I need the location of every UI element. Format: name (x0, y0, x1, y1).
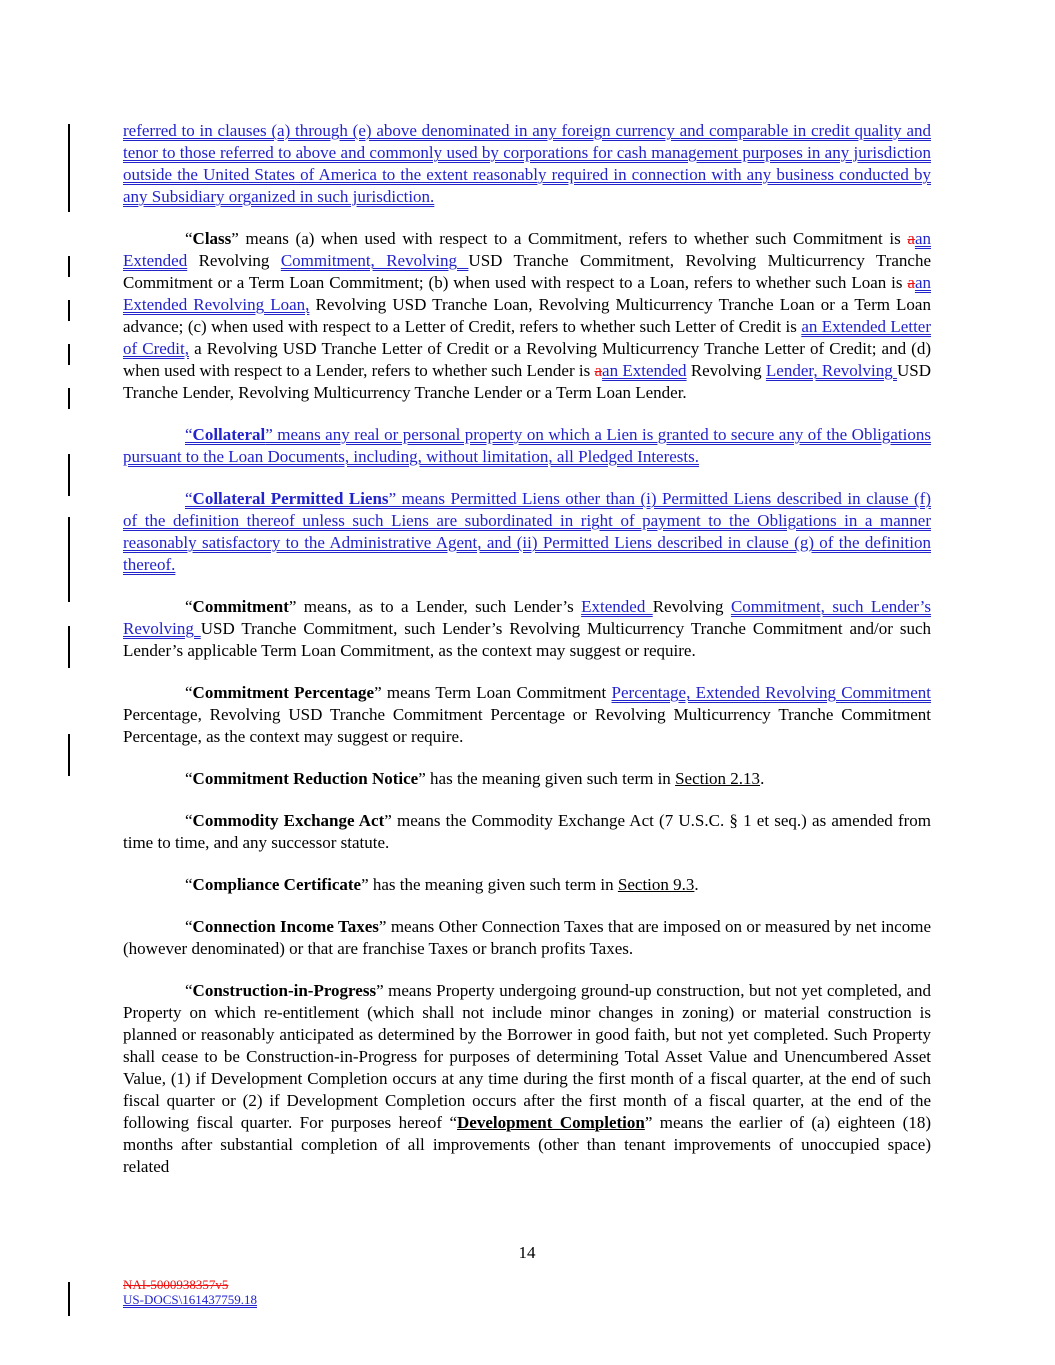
text-run: a Revolving USD Tranche Letter of Credit or a Revolving Multicurrency Tranche Letter of Credit; and (d) when used with respect to a Lender, refers to whether such Lender is (123, 339, 932, 380)
inserted-defined-term: Collateral (192, 425, 266, 444)
text-run: “ (185, 683, 193, 702)
defined-term: Compliance Certificate (192, 875, 362, 894)
document-footer (123, 1277, 257, 1307)
change-bar (68, 256, 70, 277)
change-bar (68, 344, 70, 365)
paragraph (123, 916, 931, 960)
text-run: Revolving (652, 597, 731, 616)
change-bar (68, 300, 70, 321)
text-run: . (760, 769, 765, 788)
change-bar (68, 517, 70, 602)
text-run: ” means the Commodity Exchange Act (7 U.S.C. § 1 et seq.) as amended from time to time, and any successor statute. (123, 811, 931, 852)
text-run: ” means Property undergoing ground-up construction, but not yet completed, and Property on which re-entitlement (which shall not include minor changes in zoning) or material construction is planned or reasonably anticipated as determined by the Borrower in good faith, but not yet completed. Such Property shall cease to be Construction-in-Progress for purposes of determining Total Asset Value and Unencumbered Asset Value, (1) if Development Completion occurs at any time during the first month of a fiscal quarter, at the end of such fiscal quarter or (2) if Development Completion occurs after the first month of a fiscal quarter, at the end of the following fiscal quarter. For purposes hereof “ (123, 981, 931, 1132)
defined-term-underlined: Development Completion (457, 1113, 645, 1132)
inserted-text: Commitment, such Lender’s Revolving (123, 597, 931, 638)
text-run: Revolving (686, 361, 766, 380)
inserted-text: Commitment, Revolving (280, 251, 469, 270)
paragraph (123, 682, 931, 748)
inserted-text: referred to in clauses (a) through (e) above denominated in any foreign currency and comparable in credit quality and tenor to those referred to above and commonly used by corporations for cash management purposes in any jurisdiction outside the United States of America to the extent reasonably required in connection with any business conducted by any Subsidiary organized in such jurisdiction. (123, 121, 931, 206)
text-run: USD Tranche Commitment, such Lender’s Revolving Multicurrency Tranche Commitment and/or such Lender’s applicable Term Loan Commitment, as the context may suggest or require. (123, 619, 931, 660)
inserted-text: ” means Permitted Liens other than (i) Permitted Liens described in clause (f) of the definition thereof unless such Liens are subordinated in right of payment to the Obligations in a manner reasonably satisfactory to the Administrative Agent, and (ii) Permitted Liens described in clause (g) of the definition thereof. (123, 489, 931, 574)
defined-term: Commitment Reduction Notice (192, 769, 419, 788)
text-run: USD Tranche Lender, Revolving Multicurrency Tranche Lender or a Term Loan Lender. (123, 361, 931, 402)
text-run: “ (185, 229, 193, 248)
text-run: “ (185, 811, 193, 830)
inserted-text: ” means any real or personal property on which a Lien is granted to secure any of the Obligations pursuant to the Loan Documents, including, without limitation, all Pledged Interests. (123, 425, 931, 466)
section-reference: Section 9.3 (617, 875, 695, 894)
text-run: “ (185, 917, 193, 936)
inserted-text: an Extended (602, 361, 687, 380)
change-bar (68, 734, 70, 776)
deleted-text: a (594, 361, 603, 380)
page-number: 14 (518, 1243, 536, 1262)
paragraph (123, 596, 931, 662)
inserted-defined-term: Collateral Permitted Liens (192, 489, 389, 508)
text-run: ” means, as to a Lender, such Lender’s (288, 597, 582, 616)
change-bar (68, 626, 70, 668)
text-run: “ (185, 981, 193, 1000)
document-body (123, 120, 931, 1198)
inserted-text: an Extended (123, 229, 931, 270)
defined-term: Construction-in-Progress (192, 981, 377, 1000)
text-run: ” has the meaning given such term in (361, 875, 618, 894)
change-bar (68, 1282, 70, 1316)
defined-term: Commodity Exchange Act (192, 811, 385, 830)
text-run: ” means Term Loan Commitment (374, 683, 612, 702)
inserted-text: “ (185, 425, 193, 444)
inserted-text: an Extended Revolving Loan, (123, 273, 931, 314)
text-run: ” means Other Connection Taxes that are imposed on or measured by net income (however denominated) or that are franchise Taxes or branch profits Taxes. (123, 917, 931, 958)
text-run: Revolving (187, 251, 281, 270)
text-run: Revolving USD Tranche Loan, Revolving Multicurrency Tranche Loan or a Term Loan advance; (c) when used with respect to a Letter of Credit, refers to whether such Letter of Credit is (123, 295, 931, 336)
change-bar (68, 124, 70, 212)
footer-doc-id-deleted: NAI-5000938357v5 (123, 1277, 229, 1292)
paragraph (123, 874, 931, 896)
deleted-text: a (907, 273, 915, 292)
inserted-text: an Extended Letter of Credit, (123, 317, 932, 358)
inserted-text: “ (185, 489, 193, 508)
defined-term: Class (192, 229, 232, 248)
text-run: “ (185, 875, 193, 894)
inserted-text: Extended (581, 597, 653, 616)
change-bar (68, 454, 70, 496)
text-run: USD Tranche Commitment, Revolving Multicurrency Tranche Commitment or a Term Loan Commitment; (b) when used with respect to a Loan, refers to whether such Loan is (123, 251, 931, 292)
text-run: “ (185, 597, 193, 616)
text-run: ” has the meaning given such term in (418, 769, 676, 788)
paragraph (123, 228, 931, 404)
paragraph (123, 810, 931, 854)
text-run: ” means the earlier of (a) eighteen (18) months after substantial completion of all improvements (other than tenant improvements of unoccupied space) related (123, 1113, 931, 1176)
text-run: . (694, 875, 699, 894)
section-reference: Section 2.13 (675, 769, 761, 788)
text-run: “ (185, 769, 193, 788)
paragraph (123, 120, 931, 208)
paragraph (123, 980, 931, 1178)
defined-term: Commitment (192, 597, 289, 616)
deleted-text: a (907, 229, 915, 248)
text-run: Percentage, Revolving USD Tranche Commitment Percentage or Revolving Multicurrency Tranche Commitment Percentage, as the context may suggest or require. (123, 705, 931, 746)
inserted-text: Lender, Revolving (765, 361, 897, 380)
change-bar (68, 388, 70, 409)
defined-term: Connection Income Taxes (192, 917, 379, 936)
paragraph (123, 488, 931, 576)
defined-term: Commitment Percentage (192, 683, 375, 702)
footer-doc-id-inserted: US-DOCS\161437759.18 (123, 1292, 257, 1307)
paragraph (123, 424, 931, 468)
inserted-text: Percentage, Extended Revolving Commitment (611, 683, 931, 702)
paragraph (123, 768, 931, 790)
text-run: ” means (a) when used with respect to a Commitment, refers to whether such Commitment is (231, 229, 908, 248)
